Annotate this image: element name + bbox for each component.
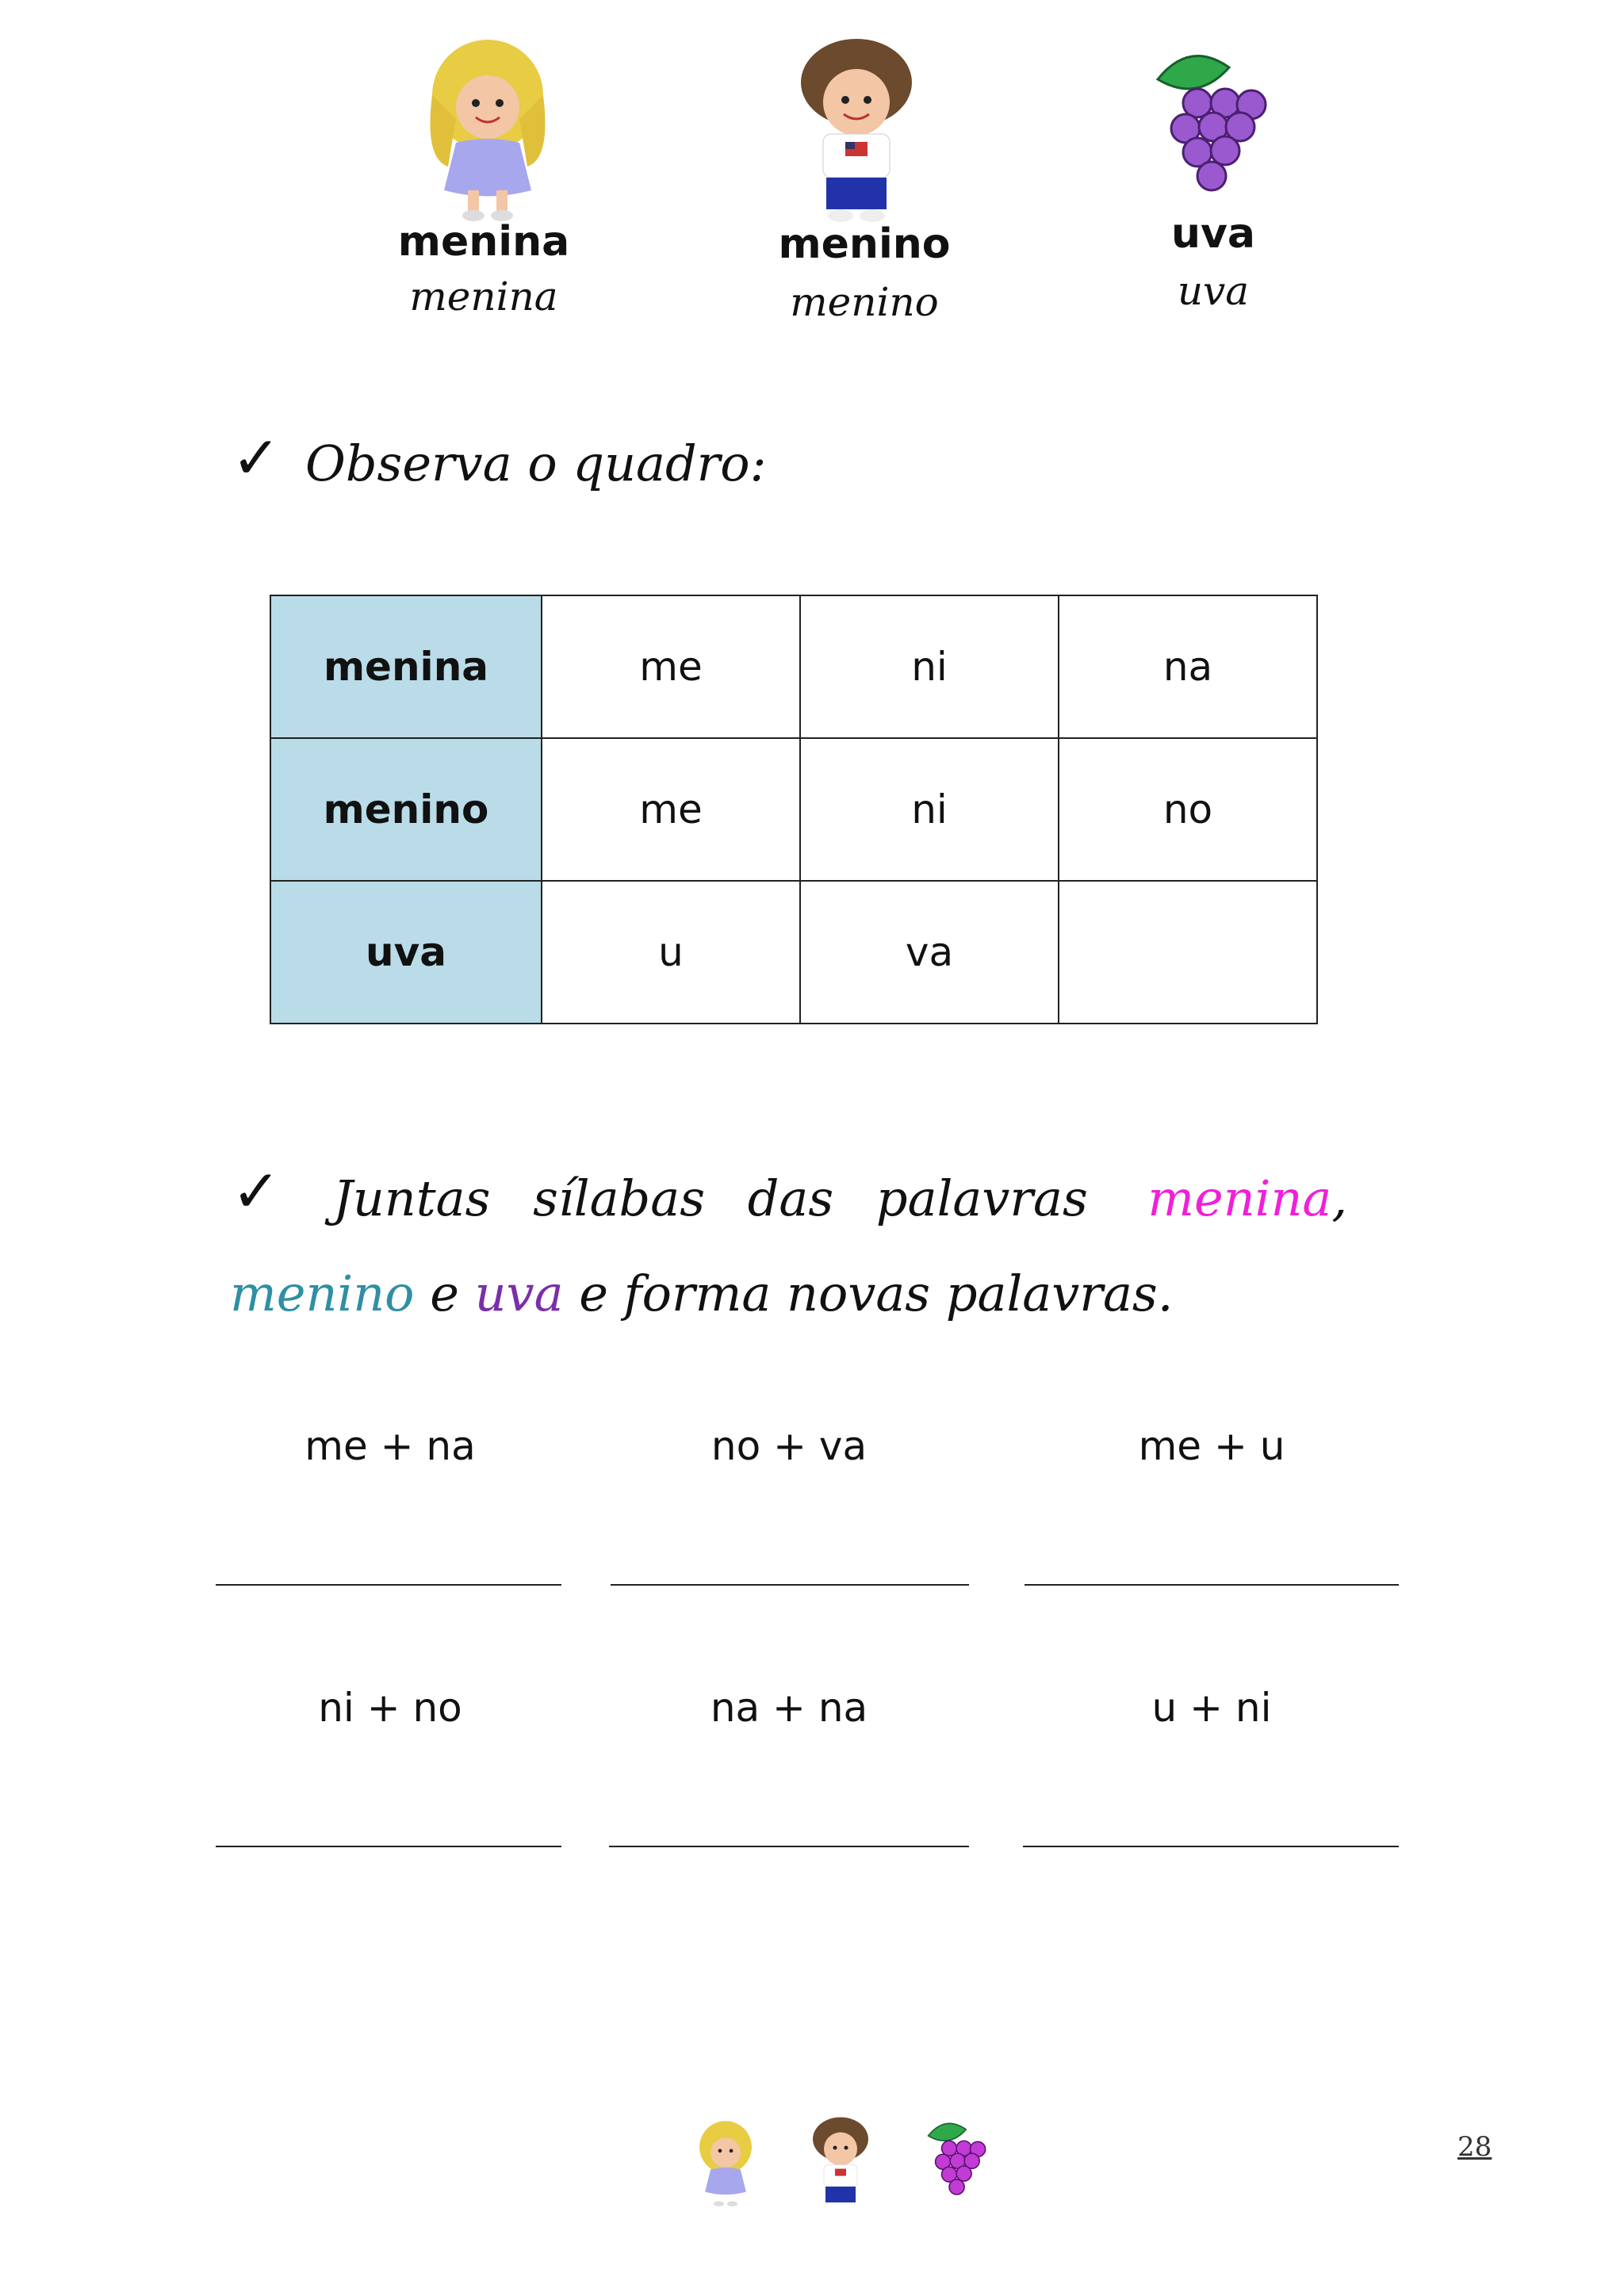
answer-line[interactable] — [609, 1846, 969, 1847]
check-mark-icon: ✓ — [232, 1158, 282, 1226]
grapes-icon — [1142, 48, 1277, 198]
answer-line[interactable] — [1023, 1846, 1399, 1847]
picture-cursive-uva: uva — [1177, 268, 1250, 314]
table-row — [270, 881, 1317, 1024]
syllable-table — [270, 595, 1318, 1024]
table-syllable-cell — [1059, 881, 1317, 1024]
table-syllable-cell: me — [542, 595, 800, 738]
boy-icon — [809, 2115, 872, 2210]
page-number: 28 — [1457, 2131, 1492, 2163]
exercise-prompt: no + va — [710, 1423, 868, 1469]
answer-line[interactable] — [216, 1584, 561, 1586]
exercise-prompt: me + na — [304, 1423, 476, 1469]
word-menina-highlight: menina — [1147, 1169, 1332, 1227]
answer-line[interactable] — [611, 1584, 969, 1586]
picture-word-menino: menino — [778, 220, 951, 268]
word-menino-highlight: menino — [230, 1265, 415, 1322]
picture-word-uva: uva — [1170, 210, 1255, 258]
table-word-cell: uva — [270, 881, 542, 1024]
picture-cursive-menino: menino — [790, 279, 939, 325]
table-syllable-cell: ni — [800, 595, 1059, 738]
exercise-prompt: me + u — [1138, 1423, 1285, 1469]
instruction-observe: Observa o quadro: — [305, 434, 767, 492]
table-word-cell: menina — [270, 595, 542, 738]
table-syllable-cell: na — [1059, 595, 1317, 738]
picture-cursive-menina: menina — [409, 274, 558, 320]
picture-word-menina: menina — [397, 218, 570, 266]
table-syllable-cell: u — [542, 881, 800, 1024]
word-uva-highlight: uva — [474, 1265, 564, 1322]
boy-icon — [793, 35, 920, 225]
check-mark-icon: ✓ — [232, 424, 282, 492]
table-syllable-cell: va — [800, 881, 1059, 1024]
grapes-icon — [920, 2115, 991, 2202]
comma: , — [1331, 1169, 1348, 1227]
conjunction-e: e — [430, 1265, 459, 1322]
girl-icon — [420, 32, 555, 222]
instruction-join-line2 — [230, 1265, 1173, 1322]
answer-line[interactable] — [1025, 1584, 1399, 1586]
exercise-prompt: u + ni — [1151, 1685, 1272, 1731]
table-word-cell: menino — [270, 738, 542, 881]
exercise-prompt: na + na — [710, 1685, 868, 1731]
table-row — [270, 738, 1317, 881]
girl-icon — [694, 2115, 757, 2209]
table-syllable-cell: me — [542, 738, 800, 881]
instruction-join-line1 — [333, 1169, 1347, 1227]
instruction-join-rest: e forma novas palavras. — [579, 1265, 1174, 1322]
exercise-prompt: ni + no — [318, 1685, 462, 1731]
instruction-join-text: Juntas sílabas das palavras — [333, 1169, 1088, 1227]
table-syllable-cell: ni — [800, 738, 1059, 881]
table-syllable-cell: no — [1059, 738, 1317, 881]
table-row — [270, 595, 1317, 738]
answer-line[interactable] — [216, 1846, 561, 1847]
